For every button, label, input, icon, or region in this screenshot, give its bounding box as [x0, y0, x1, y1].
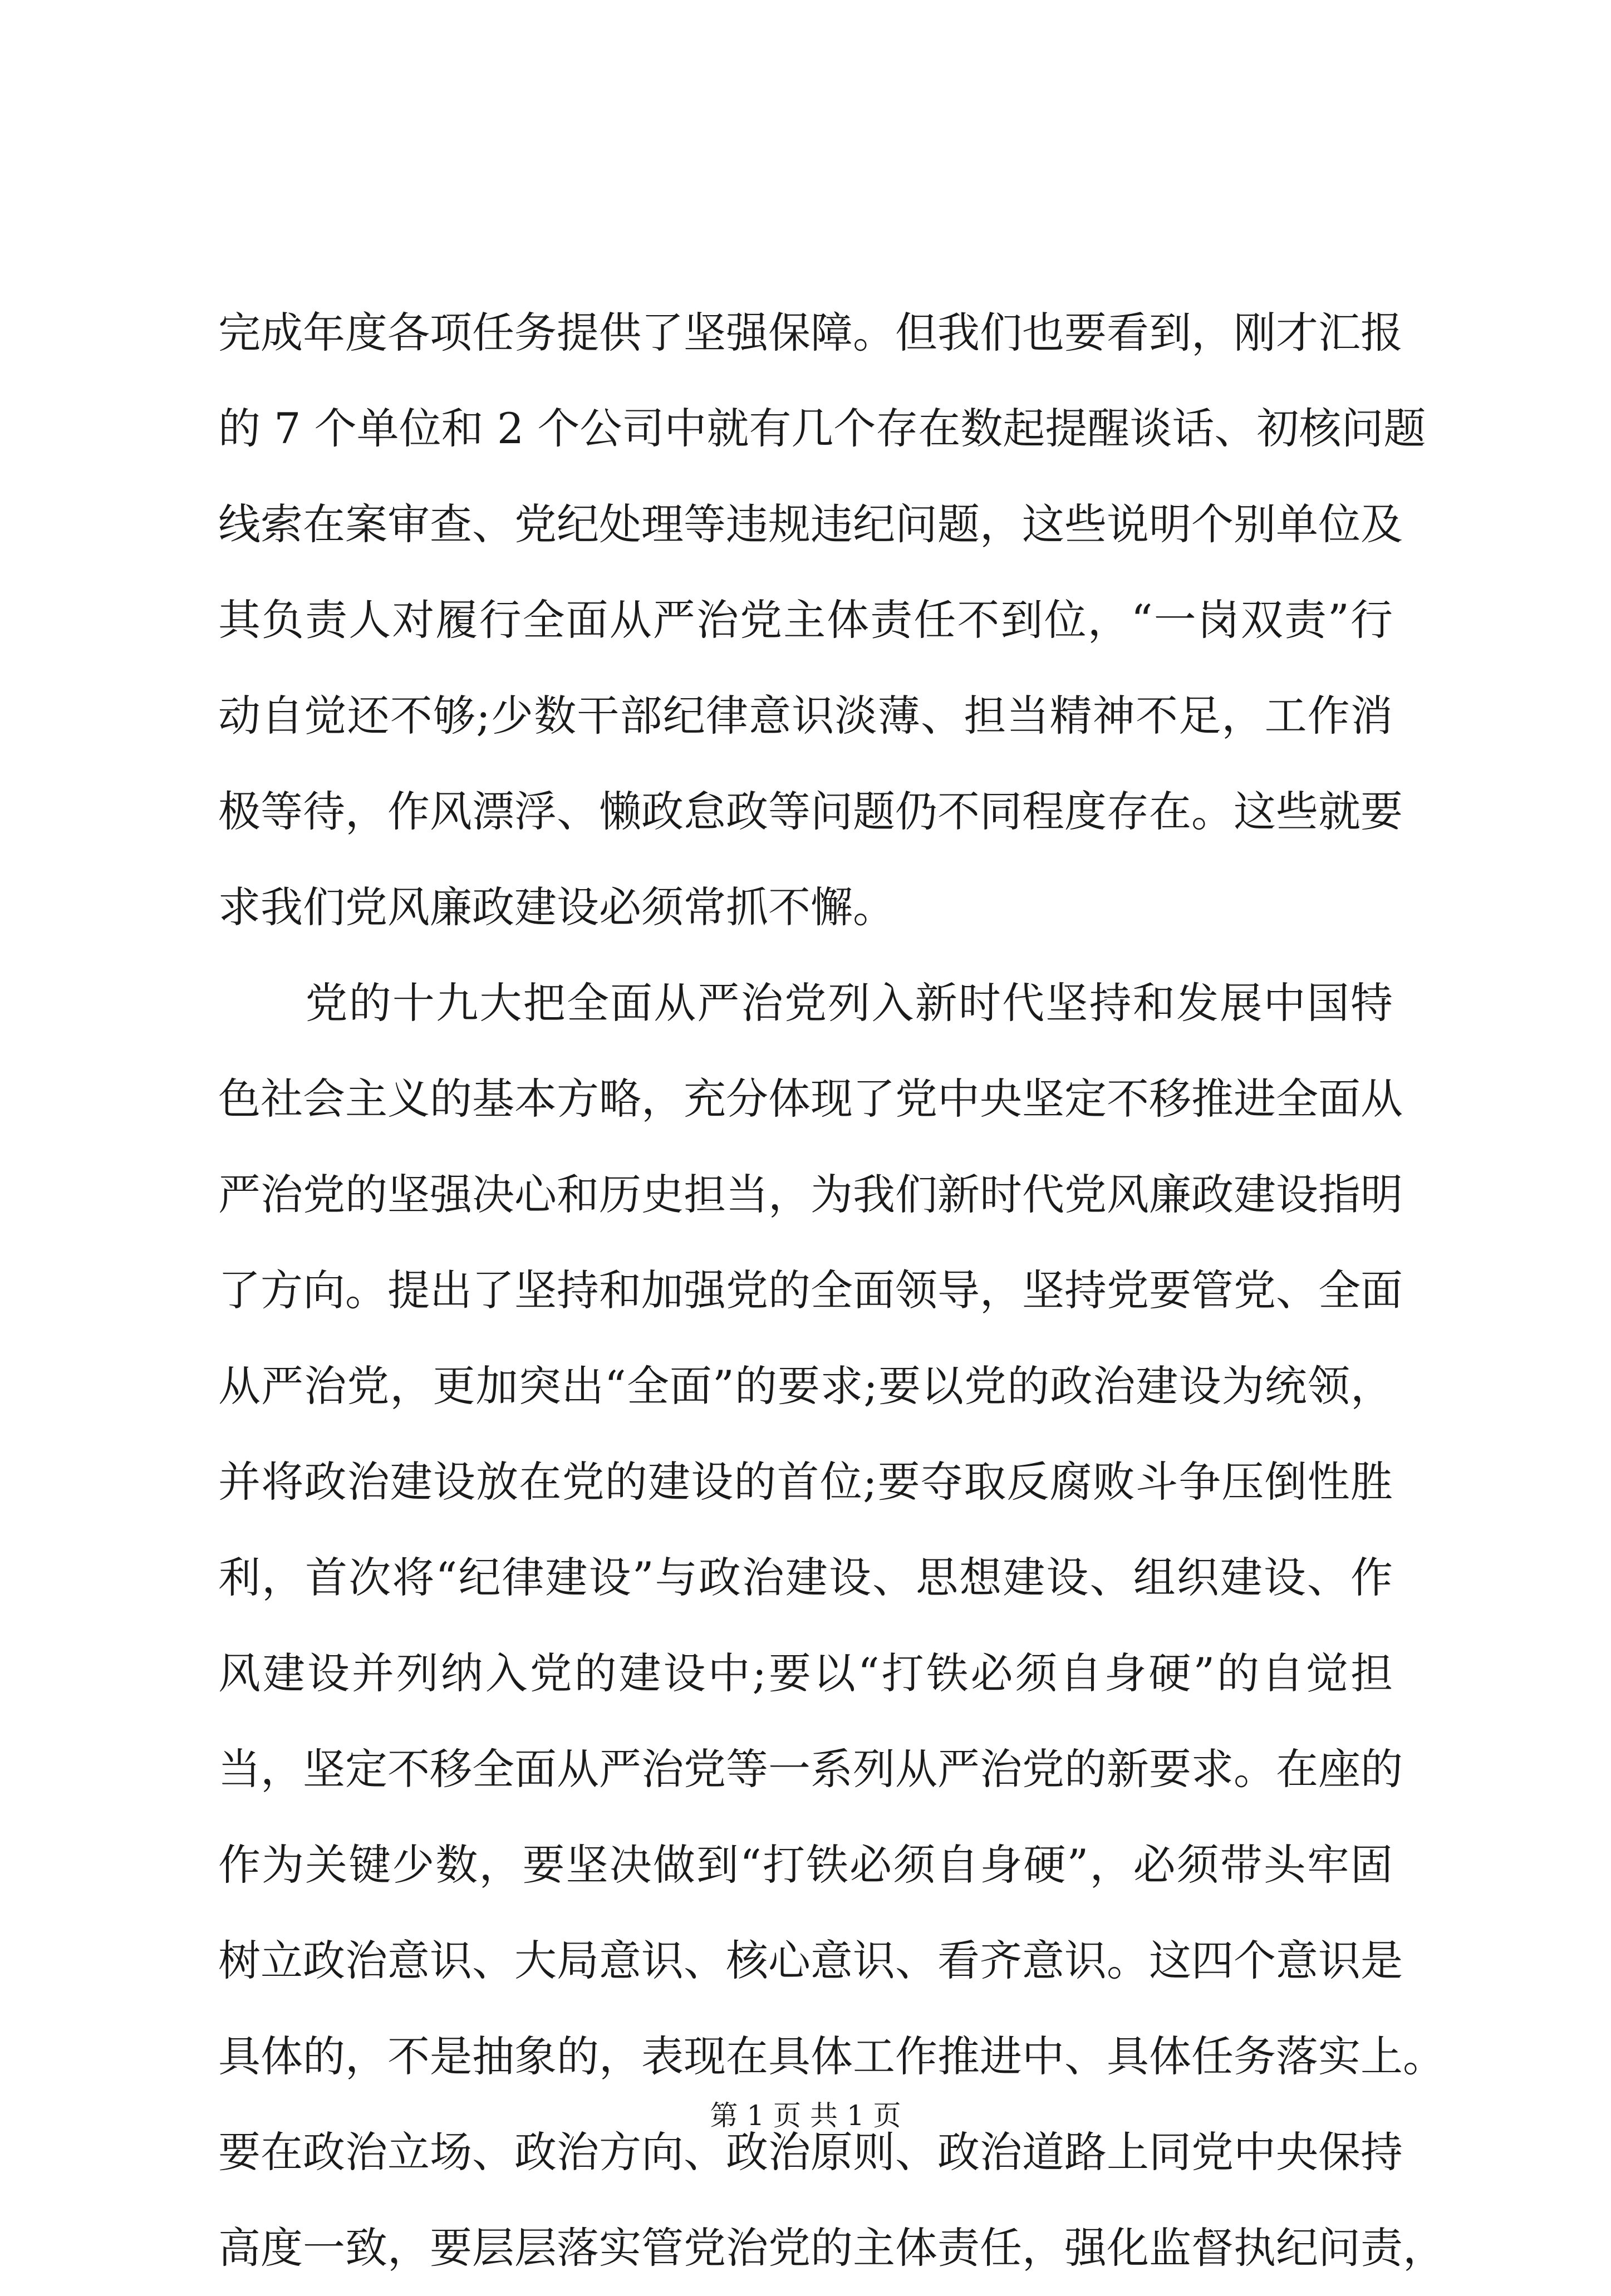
text-line: 要在政治立场、政治方向、政治原则、政治道路上同党中央保持 — [218, 2127, 1403, 2177]
text-line: 具体的，不是抽象的，表现在具体工作推进中、具体任务落实上。 — [218, 2032, 1445, 2081]
text-line: 色社会主义的基本方略，充分体现了党中央坚定不移推进全面从 — [218, 1074, 1403, 1124]
text-line: 并将政治建设放在党的建设的首位;要夺取反腐败斗争压倒性胜 — [218, 1457, 1393, 1507]
text-line: 从严治党，更加突出“全面”的要求;要以党的政治建设为统领， — [218, 1361, 1393, 1411]
text-line: 了方向。提出了坚持和加强党的全面领导，坚持党要管党、全面 — [218, 1265, 1403, 1315]
text-line: 树立政治意识、大局意识、核心意识、看齐意识。这四个意识是 — [218, 1936, 1403, 1985]
text-line: 求我们党风廉政建设必须常抓不懈。 — [218, 882, 895, 932]
page-footer: 第 1 页 共 1 页 — [710, 2099, 901, 2132]
text-line: 作为关键少数，要坚决做到“打铁必须自身硬”，必须带头牢固 — [218, 1840, 1393, 1890]
body-text — [218, 285, 1445, 2296]
text-line: 党的十九大把全面从严治党列入新时代坚持和发展中国特 — [218, 978, 1393, 1028]
text-line: 的 7 个单位和 2 个公司中就有几个存在数起提醒谈话、初核问题 — [218, 404, 1426, 453]
text-line: 高度一致，要层层落实管党治党的主体责任，强化监督执纪问责， — [218, 2223, 1445, 2273]
text-line: 其负责人对履行全面从严治党主体责任不到位，“一岗双责”行 — [218, 595, 1393, 645]
text-line: 当，坚定不移全面从严治党等一系列从严治党的新要求。在座的 — [218, 1744, 1403, 1794]
text-line: 风建设并列纳入党的建设中;要以“打铁必须自身硬”的自觉担 — [218, 1649, 1393, 1698]
text-line: 完成年度各项任务提供了坚强保障。但我们也要看到，刚才汇报 — [218, 308, 1403, 357]
text-line: 极等待，作风漂浮、懒政怠政等问题仍不同程度存在。这些就要 — [218, 787, 1403, 836]
text-line: 利，首次将“纪律建设”与政治建设、思想建设、组织建设、作 — [218, 1553, 1393, 1602]
text-line: 线索在案审查、党纪处理等违规违纪问题，这些说明个别单位及 — [218, 499, 1403, 549]
text-line: 动自觉还不够;少数干部纪律意识淡薄、担当精神不足，工作消 — [218, 691, 1393, 740]
text-line: 严治党的坚强决心和历史担当，为我们新时代党风廉政建设指明 — [218, 1170, 1403, 1219]
